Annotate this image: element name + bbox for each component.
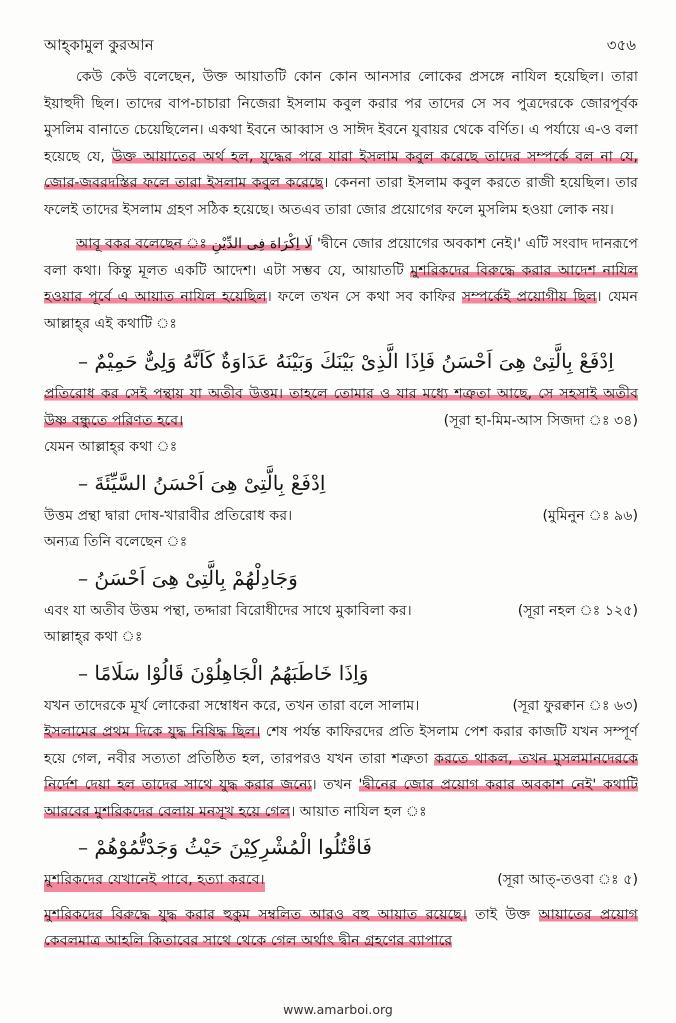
translation-2: উত্তম প্রন্থা দ্বারা দোষ-খারাবীর প্রতিরোধ কর। <box>44 507 293 524</box>
page-content <box>44 64 638 955</box>
verse-reference-5: (সূরা আত্‌-তওবা ঃ ৫) <box>497 872 638 888</box>
highlighted-text: 'দ্বীনের জোর প্রয়োগ করার অবকাশ নেই' কথাটি আরবের মুশরিকদের বেলায় মনসূখ হয়ে গেল <box>44 777 639 820</box>
highlighted-text: আয়াতের প্রয়োগ কেবলমাত্র আহলি কিতাবের সাথে থেকে গেল অর্থাৎ দ্বীন গ্রহণের ব্যাপারে <box>44 906 638 949</box>
text-run: । যেমন আল্লাহ্‌র এই কথাটি ঃ <box>44 289 639 332</box>
page-number: ৩৫৬ <box>606 36 636 54</box>
verse-reference-3: (সূরা নহল ঃ ১২৫) <box>517 602 638 619</box>
running-header-title: আহ্‌কামুল কুরআন <box>44 36 154 54</box>
text-run: । ফলে তখন সে কথা সব কাফির <box>266 289 462 305</box>
translation-4: যখন তাদেরকে মূর্খ লোকেরা সম্বোধন করে, তখন তারা বলে সালাম। <box>44 697 420 714</box>
arabic-phrase: لَا اِكْرَاهَ فِى الدِّيْنِ <box>211 236 313 252</box>
highlighted-text: মুশরিকদের বিরুদ্ধে যুদ্ধ করার হুকুম সম্বলিত আরও বহু আয়াত রয়েছে। <box>44 906 467 923</box>
paragraph-3 <box>44 719 638 825</box>
quran-verse-3: وَجَادِلْهُمْ بِالَّتِىْ هِىَ اَحْسَنُ – <box>78 565 298 590</box>
translation-row-5 <box>44 867 638 894</box>
text-run: । আয়াত নাযিল হল ঃ <box>290 803 427 820</box>
highlighted-text: প্রতিরোধ কর সেই পন্থায় যা অতীব উত্তম। তাহলে তোমার ও যার মধ্যে শত্রুতা আছে, সে সহসাই অতীব উষ্ণ বন্ধুতে পরিণত হবে। <box>44 386 638 429</box>
intro-2: যেমন আল্লাহ্‌র কথা ঃ <box>44 439 178 455</box>
text-run: । কেননা তারা ইসলাম কবুল করতে রাজী হয়েছিল। তার ফলেই তাদের ইসলাম গ্রহণ সঠিক হয়েছে। অতএব তারা জোর প্রয়োগের ফলে মুসলিম হওয়া লোক নয়। <box>44 175 638 218</box>
paragraph-4 <box>44 902 638 955</box>
quran-verse-2: اِدْفَعْ بِالَّتِىْ هِىَ اَحْسَنُ السَّيِّئَةَ – <box>78 470 326 495</box>
text-run: কেউ কেউ বলেছেন, উক্ত আয়াতটি কোন কোন আনসার লোকের প্রসঙ্গে নাযিল হয়েছিল। তারা ইয়াহুদী ছিল। তাদের বাপ-চাচারা নিজেরা ইসলাম কবুল করার পর তাদের সে সব পুত্রদেরকে জোরপূর্বক মুসলিম বানাতে চেয়েছিলেন। একথা ইবনে আব্বাস ও সাঈদ ইবনে যুবায়র থেকে বর্ণিত। এ পর্যায়ে এ-ও বলা হয়েছে যে, <box>44 69 638 165</box>
translation-row-2 <box>44 503 638 530</box>
translation-5: মুশরিকদের যেখানেই পাবে, হত্যা করবে। <box>44 867 265 894</box>
translation-1 <box>44 381 638 434</box>
translation-row-4 <box>44 693 638 720</box>
highlighted-text: আবূ বকর বলেছেন ঃ <box>76 236 212 252</box>
quran-verse-1: اِدْفَعْ بِالَّتِىْ هِىَ اَحْسَنُ فَاِذَا الَّذِىْ بَيْنَكَ وَبَيْنَهُ عَدَاوَةٌ كَاَنَّهُ وَلِىٌّ حَمِيْمٌ – <box>78 349 614 373</box>
verse-reference-2: (মুমিনুন ঃ ৯৬) <box>542 507 638 524</box>
intro-3: অন্যত্র তিনি বলেছেন ঃ <box>44 534 188 550</box>
highlighted-text: সম্পর্কেই প্রয়োগীয় ছিল <box>461 289 597 305</box>
text-run: । তখন <box>311 777 359 793</box>
highlighted-text: করতে থাকল, তখন মুসলমানদেরকে নির্দেশ দেয়া হল তাদের সাথে যুদ্ধ করার জন্যে <box>44 750 638 793</box>
intro-4: আল্লাহ্‌র কথা ঃ <box>44 629 143 645</box>
paragraph-1 <box>44 64 638 223</box>
verse-reference-1: (সূরা হা-মিম-আস সিজদা ঃ ৩৪) <box>443 412 638 429</box>
quran-verse-4: وَاِذَا خَاطَبَهُمُ الْجَاهِلُوْنَ قَالُوْا سَلَامًا – <box>78 660 369 685</box>
highlighted-text: উক্ত আয়াতের অর্থ হল, যুদ্ধের পরে যারা ইসলাম কবুল করেছে তাদের সম্পর্কে বল না যে, জোর-জবরদস্তির ফলে তারা ইসলাম কবুল করেছে <box>44 148 638 191</box>
verse-reference-4: (সূরা ফুরক্বান ঃ ৬৩) <box>512 697 638 714</box>
translation-row-3 <box>44 598 638 625</box>
text-run: 'দ্বীনে জোর প্রয়োগের অবকাশ নেই।' এটি সংবাদ দানরূপে বলা কথা। কিন্তু মূলত একটি আদেশ। এটা সম্ভব যে, আয়াতটি <box>44 236 638 279</box>
quran-verse-5: فَاقْتُلُوا الْمُشْرِكِيْنَ حَيْثُ وَجَدْتُّمُوْهُمْ – <box>78 835 372 859</box>
text-run: তাই উক্ত <box>466 906 539 923</box>
paragraph-2 <box>44 231 638 337</box>
footer-website: www.amarboi.org <box>283 1002 393 1017</box>
text-run: শেষ পর্যন্ত কাফিরদের প্রতি ইসলাম পেশ করার কাজটি যখন সম্পূর্ণ হয়ে গেল, নবীর সত্যতা প্রতিষ্ঠিত হল, তারপরও যখন তারা শত্রুতা <box>44 724 638 767</box>
highlighted-text: মুশরিকদের বিরুদ্ধে করার আদেশ নাযিল হওয়ার পূর্বে এ আয়াত নাযিল হয়েছিল <box>44 262 638 305</box>
translation-3: এবং যা অতীব উত্তম পন্থা, তদ্দারা বিরোধীদের সাথে মুকাবিলা কর। <box>44 602 412 619</box>
highlighted-text: ইসলামের প্রথম দিকে যুদ্ধ নিষিদ্ধ ছিল। <box>44 724 261 740</box>
